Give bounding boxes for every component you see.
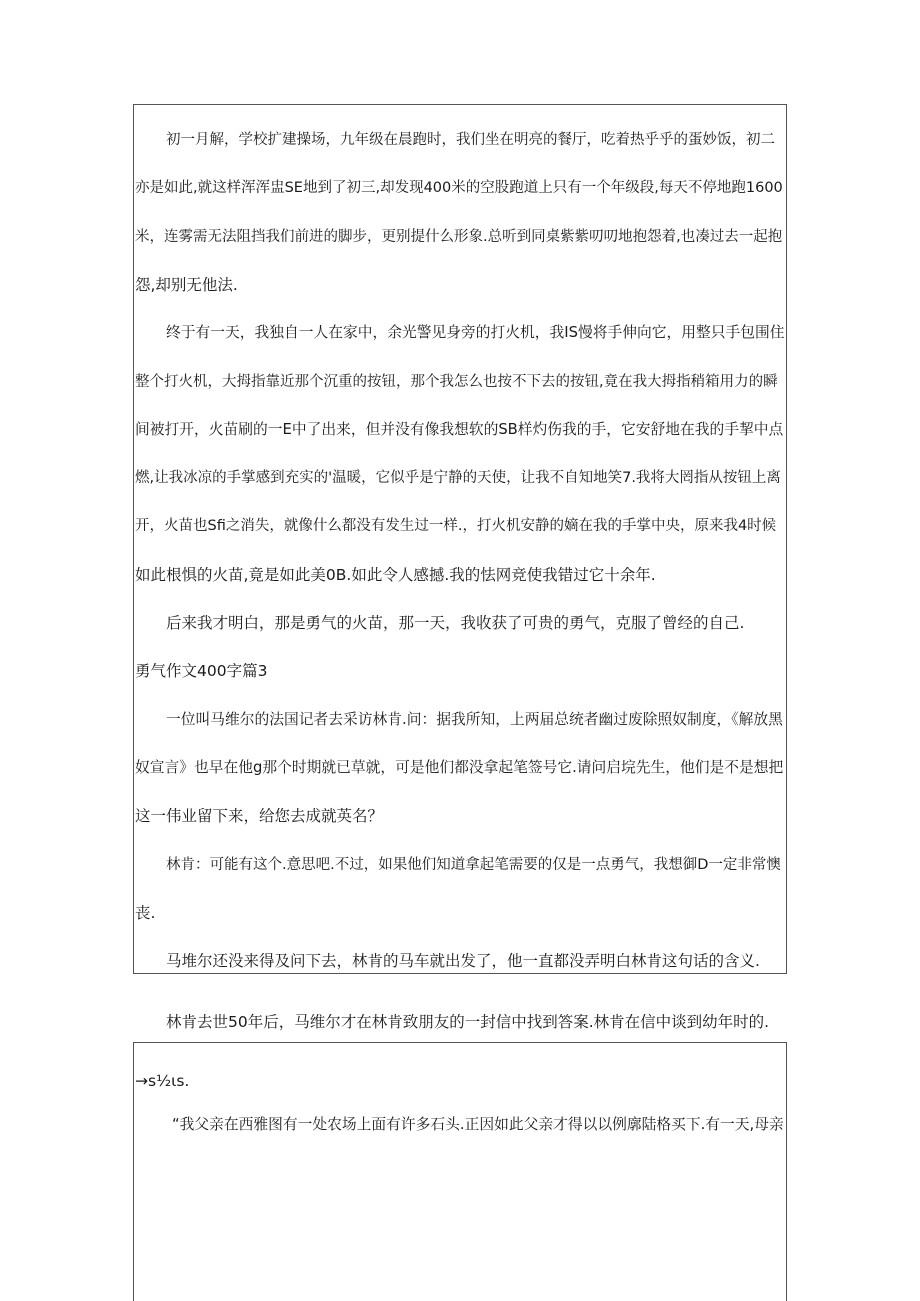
paragraph-line: 丧. [135, 904, 156, 922]
paragraph-line: 后来我才明白，那是勇气的火苗，那一天，我收获了可贵的勇气，克服了曾经的自己. [166, 614, 745, 632]
paragraph-line: 一位叫马维尔的法国记者去采访林肯.问：据我所知，上两届总统者幽过废除照奴制度，《解放黑 [166, 711, 783, 728]
paragraph-line: 终于有一天，我独自一人在家中，余光警见身旁的打火机，我IS慢将手伸向它，用整只手包围住 [166, 324, 785, 341]
paragraph-line: 开，火苗也Sfi之消失，就像什么都没有发生过一样.，打火机安静的嫡在我的手掌中央，原来我4时候 [135, 518, 777, 534]
paragraph-line: 整个打火机，大拇指靠近那个沉重的按钮，那个我怎么也按不下去的按钮,竟在我大拇指稍箱用力的瞬 [135, 374, 778, 390]
paragraph-line: 这一伟业留下来，给您去成就英名？ [135, 807, 384, 825]
paragraph-line: “我父亲在西雅图有一处农场上面有许多石头.正因如此父亲才得以以例廓陆格买下.有一天,母亲 [172, 1116, 784, 1133]
paragraph-line: 间被打开，火苗刷的一E中了出来，但并没有像我想软的SB样灼伤我的手，它安舒地在我的手挈中点 [135, 421, 784, 438]
paragraph-line: 亦是如此,就这样浑浑盅SE地到了初三,却发现400米的空股跑道上只有一个年级段,每天不停地跑1600 [135, 180, 783, 196]
paragraph-line: 如此根惧的火苗,竟是如此美0B.如此令人感撼.我的怯网竞使我错过它十余年. [135, 566, 656, 584]
section-heading: 勇气作文400字篇3 [135, 662, 268, 680]
content-box-2 [133, 1042, 787, 1301]
paragraph-line: →s½ιs. [135, 1072, 190, 1090]
paragraph-line: 林肯去世50年后，马维尔才在林肯致朋友的一封信中找到答案.林肯在信中谈到幼年时的. [166, 1013, 770, 1031]
paragraph-line: 初一月解，学校扩建操场，九年级在晨跑时，我们坐在明亮的餐厅，吃着热乎乎的蛋妙饭，初二 [166, 132, 775, 148]
paragraph-line: 燃,让我冰凉的手掌感到充实的'温暖，它似乎是宁静的天使，让我不自知地笑7.我将大罔指从按钮上离 [135, 470, 781, 486]
paragraph-line: 马堆尔还没来得及问下去，林肯的马车就出发了，他一直都没弄明白林肯这句话的含义. [166, 952, 760, 970]
paragraph-line: 林肯：可能有这个.意思吧.不过，如果他们知道拿起笔需要的仅是一点勇气，我想御D一定非常懊 [166, 857, 781, 873]
paragraph-line: 米，连雾需无法阻挡我们前进的脚步，更别提什么形象.总听到同桌紫紫叨叨地抱怨着,也凑过去一起抱 [135, 229, 783, 245]
paragraph-line: 怨,却别无他法. [135, 276, 238, 294]
paragraph-line: 奴宣言》也早在他g那个时期就已草就，可是他们都没拿起笔签号它.请问启垸先生，他们是不是想把 [135, 759, 784, 776]
